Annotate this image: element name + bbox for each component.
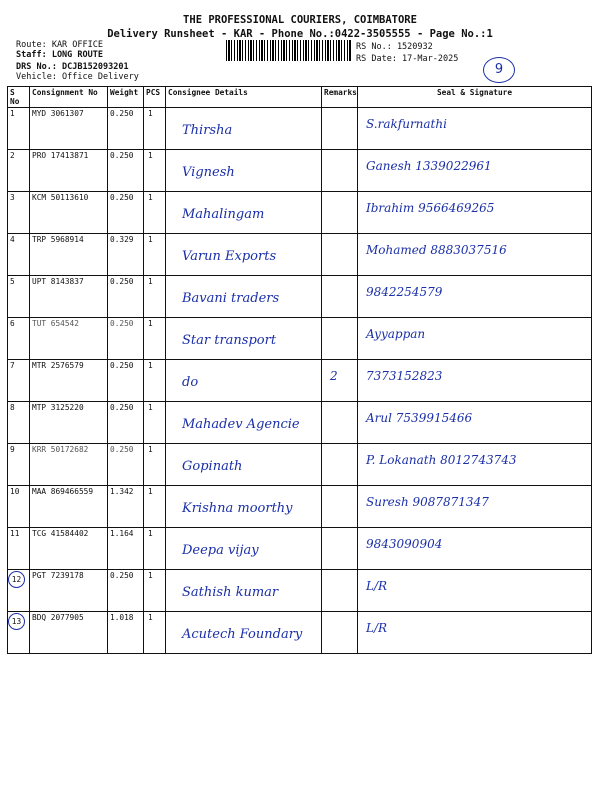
sno-cell [8, 612, 30, 654]
consignee-cell [166, 570, 322, 612]
consignment-number: TRP 5968914 [32, 235, 84, 244]
column-header-consignee: Consignee Details [166, 87, 322, 108]
pcs-cell [144, 486, 166, 528]
barcode-image [226, 40, 352, 61]
handwritten-page-mark: 9 [483, 57, 515, 83]
table-header-row [8, 87, 592, 108]
remarks-cell [322, 108, 358, 150]
weight-cell [108, 150, 144, 192]
weight-value: 0.250 [110, 571, 134, 580]
signature-cell [358, 108, 592, 150]
consignment-cell [30, 402, 108, 444]
weight-cell [108, 192, 144, 234]
weight-cell [108, 276, 144, 318]
weight-value: 0.250 [110, 277, 134, 286]
serial-number: 12 [8, 571, 25, 588]
weight-value: 1.342 [110, 487, 134, 496]
remarks-cell [322, 444, 358, 486]
route-label: Route: KAR OFFICE [16, 40, 103, 50]
pcs-value: 1 [148, 109, 153, 118]
weight-value: 0.250 [110, 361, 134, 370]
weight-cell [108, 360, 144, 402]
consignment-cell [30, 234, 108, 276]
sno-cell [8, 360, 30, 402]
serial-number: 3 [10, 193, 15, 202]
consignee-name: Sathish kumar [182, 585, 279, 600]
weight-cell [108, 234, 144, 276]
remarks-cell [322, 612, 358, 654]
weight-cell [108, 318, 144, 360]
consignment-number: KCM 50113610 [32, 193, 89, 202]
sno-cell [8, 234, 30, 276]
pcs-cell [144, 318, 166, 360]
pcs-value: 1 [148, 571, 153, 580]
table-row [8, 318, 592, 360]
handwritten-signature: S.rakfurnathi [366, 117, 447, 131]
serial-number: 4 [10, 235, 15, 244]
signature-cell [358, 150, 592, 192]
pcs-cell [144, 276, 166, 318]
weight-cell [108, 402, 144, 444]
pcs-cell [144, 192, 166, 234]
handwritten-signature: Ganesh 1339022961 [366, 159, 492, 173]
pcs-cell [144, 528, 166, 570]
consignee-name: Thirsha [182, 123, 233, 138]
column-header-weight: Weight [108, 87, 144, 108]
consignment-number: PRO 17413871 [32, 151, 89, 160]
consignment-number: KRR 50172682 [32, 445, 89, 454]
table-row [8, 402, 592, 444]
weight-value: 0.250 [110, 445, 134, 454]
sno-cell [8, 570, 30, 612]
remarks-cell [322, 318, 358, 360]
sno-cell [8, 276, 30, 318]
weight-value: 0.250 [110, 319, 134, 328]
consignment-cell [30, 528, 108, 570]
column-header-consignment: Consignment No [30, 87, 108, 108]
remarks-cell [322, 402, 358, 444]
weight-cell [108, 612, 144, 654]
consignment-cell [30, 570, 108, 612]
handwritten-signature: P. Lokanath 8012743743 [366, 453, 517, 467]
sno-cell [8, 486, 30, 528]
pcs-value: 1 [148, 487, 153, 496]
consignment-cell [30, 444, 108, 486]
serial-number: 8 [10, 403, 15, 412]
staff-label: Staff: LONG ROUTE [16, 50, 103, 60]
table-row [8, 234, 592, 276]
serial-number: 11 [10, 529, 20, 538]
rs-number: RS No.: 1520932 [356, 42, 433, 52]
consignment-number: MYD 3061307 [32, 109, 84, 118]
pcs-value: 1 [148, 277, 153, 286]
handwritten-signature: L/R [366, 579, 388, 593]
consignment-number: MAA 869466559 [32, 487, 94, 496]
weight-value: 0.250 [110, 403, 134, 412]
consignment-number: BDQ 2077905 [32, 613, 84, 622]
drs-number: DRS No.: DCJB152093201 [16, 62, 129, 72]
signature-cell [358, 486, 592, 528]
serial-number: 6 [10, 319, 15, 328]
consignee-cell [166, 234, 322, 276]
signature-cell [358, 360, 592, 402]
handwritten-signature: 9842254579 [366, 285, 443, 299]
runsheet-subtitle: Delivery Runsheet - KAR - Phone No.:0422-3505555 - Page No.:1 [107, 28, 493, 40]
consignee-name: do [182, 375, 199, 390]
table-row [8, 192, 592, 234]
consignment-number: TCG 41584402 [32, 529, 89, 538]
sno-cell [8, 402, 30, 444]
weight-value: 0.250 [110, 151, 134, 160]
consignment-cell [30, 612, 108, 654]
serial-number: 5 [10, 277, 15, 286]
consignment-number: TUT 654542 [32, 319, 79, 328]
sno-cell [8, 444, 30, 486]
pcs-cell [144, 234, 166, 276]
pcs-cell [144, 150, 166, 192]
consignee-name: Krishna moorthy [182, 501, 293, 516]
vehicle-label: Vehicle: Office Delivery [16, 72, 139, 82]
weight-cell [108, 108, 144, 150]
consignee-name: Deepa vijay [182, 543, 259, 558]
consignee-cell [166, 318, 322, 360]
consignee-cell [166, 444, 322, 486]
handwritten-signature: 7373152823 [366, 369, 443, 383]
handwritten-signature: L/R [366, 621, 388, 635]
consignment-cell [30, 318, 108, 360]
company-title: THE PROFESSIONAL COURIERS, COIMBATORE [183, 14, 417, 26]
serial-number: 13 [8, 613, 25, 630]
consignee-name: Mahadev Agencie [182, 417, 300, 432]
consignment-cell [30, 192, 108, 234]
pcs-cell [144, 570, 166, 612]
consignee-name: Bavani traders [182, 291, 280, 306]
consignee-cell [166, 612, 322, 654]
column-header-signature: Seal & Signature [358, 87, 592, 108]
weight-cell [108, 570, 144, 612]
pcs-cell [144, 108, 166, 150]
rs-date: RS Date: 17-Mar-2025 [356, 54, 459, 64]
serial-number: 10 [10, 487, 20, 496]
sno-cell [8, 192, 30, 234]
sno-cell [8, 108, 30, 150]
pcs-value: 1 [148, 319, 153, 328]
weight-cell [108, 528, 144, 570]
sno-cell [8, 318, 30, 360]
consignee-name: Vignesh [182, 165, 235, 180]
signature-cell [358, 402, 592, 444]
consignee-cell [166, 276, 322, 318]
serial-number: 9 [10, 445, 15, 454]
sno-cell [8, 528, 30, 570]
pcs-value: 1 [148, 445, 153, 454]
table-row [8, 360, 592, 402]
remarks-cell [322, 486, 358, 528]
consignment-number: UPT 8143837 [32, 277, 84, 286]
sno-cell [8, 150, 30, 192]
handwritten-signature: Ibrahim 9566469265 [366, 201, 495, 215]
table-row [8, 150, 592, 192]
signature-cell [358, 612, 592, 654]
consignee-name: Varun Exports [182, 249, 277, 264]
consignee-cell [166, 108, 322, 150]
consignee-name: Gopinath [182, 459, 243, 474]
table-row [8, 612, 592, 654]
pcs-value: 1 [148, 151, 153, 160]
table-row [8, 276, 592, 318]
column-header-remarks: Remarks [322, 87, 358, 108]
consignment-number: PGT 7239178 [32, 571, 84, 580]
pcs-value: 1 [148, 361, 153, 370]
weight-value: 0.250 [110, 109, 134, 118]
weight-value: 1.164 [110, 529, 134, 538]
weight-value: 0.250 [110, 193, 134, 202]
consignment-cell [30, 276, 108, 318]
serial-number: 7 [10, 361, 15, 370]
remarks-cell [322, 360, 358, 402]
remarks-value: 2 [330, 369, 338, 383]
pcs-value: 1 [148, 613, 153, 622]
serial-number: 1 [10, 109, 15, 118]
consignment-number: MTR 2576579 [32, 361, 84, 370]
pcs-cell [144, 360, 166, 402]
consignment-number: MTP 3125220 [32, 403, 84, 412]
signature-cell [358, 444, 592, 486]
remarks-cell [322, 192, 358, 234]
signature-cell [358, 318, 592, 360]
column-header-pcs: PCS [144, 87, 166, 108]
consignee-cell [166, 150, 322, 192]
pcs-value: 1 [148, 193, 153, 202]
runsheet-table [7, 86, 592, 654]
handwritten-signature: Mohamed 8883037516 [366, 243, 507, 257]
signature-cell [358, 192, 592, 234]
consignee-name: Acutech Foundary [182, 627, 303, 642]
consignee-name: Star transport [182, 333, 277, 348]
signature-cell [358, 528, 592, 570]
pcs-value: 1 [148, 529, 153, 538]
handwritten-signature: Ayyappan [366, 327, 426, 341]
table-row [8, 486, 592, 528]
signature-cell [358, 276, 592, 318]
table-row [8, 528, 592, 570]
signature-cell [358, 570, 592, 612]
consignee-cell [166, 528, 322, 570]
consignment-cell [30, 108, 108, 150]
remarks-cell [322, 276, 358, 318]
consignment-cell [30, 486, 108, 528]
handwritten-signature: Suresh 9087871347 [366, 495, 489, 509]
pcs-value: 1 [148, 235, 153, 244]
consignment-cell [30, 150, 108, 192]
pcs-cell [144, 402, 166, 444]
remarks-cell [322, 528, 358, 570]
table-row [8, 444, 592, 486]
remarks-cell [322, 234, 358, 276]
signature-cell [358, 234, 592, 276]
consignee-cell [166, 486, 322, 528]
weight-cell [108, 444, 144, 486]
consignee-cell [166, 402, 322, 444]
handwritten-signature: Arul 7539915466 [366, 411, 473, 425]
pcs-cell [144, 444, 166, 486]
consignee-name: Mahalingam [182, 207, 265, 222]
weight-value: 0.329 [110, 235, 134, 244]
consignee-cell [166, 360, 322, 402]
weight-cell [108, 486, 144, 528]
pcs-cell [144, 612, 166, 654]
table-row [8, 108, 592, 150]
consignment-cell [30, 360, 108, 402]
pcs-value: 1 [148, 403, 153, 412]
serial-number: 2 [10, 151, 15, 160]
handwritten-signature: 9843090904 [366, 537, 443, 551]
consignee-cell [166, 192, 322, 234]
remarks-cell [322, 570, 358, 612]
weight-value: 1.018 [110, 613, 134, 622]
remarks-cell [322, 150, 358, 192]
column-header-sno: S No [8, 87, 30, 108]
table-row [8, 570, 592, 612]
